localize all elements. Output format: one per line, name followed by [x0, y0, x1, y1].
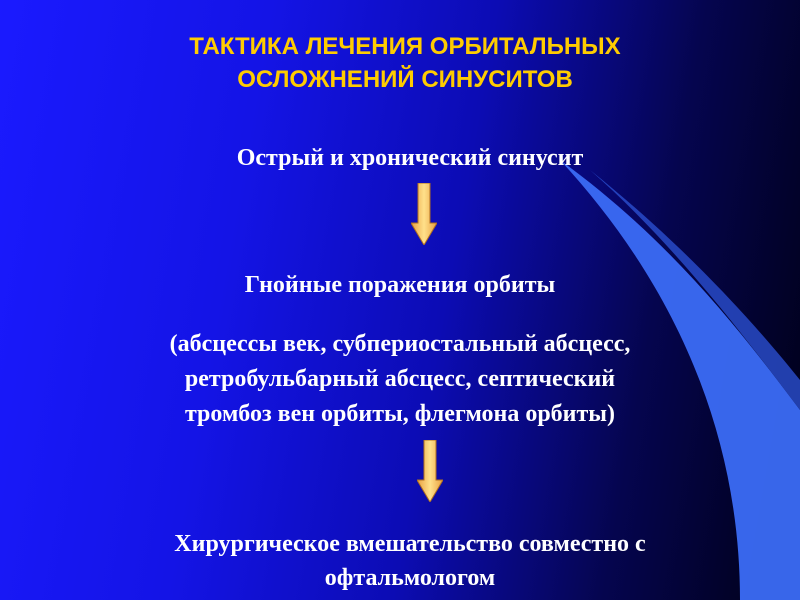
- step-surgical-intervention: Хирургическое вмешательство совместно с офтальмологом: [174, 531, 646, 591]
- step-acute-chronic-sinusitis: Острый и хронический синусит: [236, 145, 584, 171]
- down-arrow-icon: [417, 440, 443, 502]
- slide-title: ТАКТИКА ЛЕЧЕНИЯ ОРБИТАЛЬНЫХ ОСЛОЖНЕНИЙ СИНУСИТОВ: [189, 33, 621, 93]
- step-purulent-orbital-lesions: Гнойные поражения орбиты: [244, 272, 556, 298]
- down-arrow-icon: [411, 183, 437, 245]
- step-lesion-details: (абсцессы век, субпериостальный абсцесс, ретробульбарный абсцесс, септический тромбоз вен орбиты, флегмона орбиты): [169, 331, 631, 427]
